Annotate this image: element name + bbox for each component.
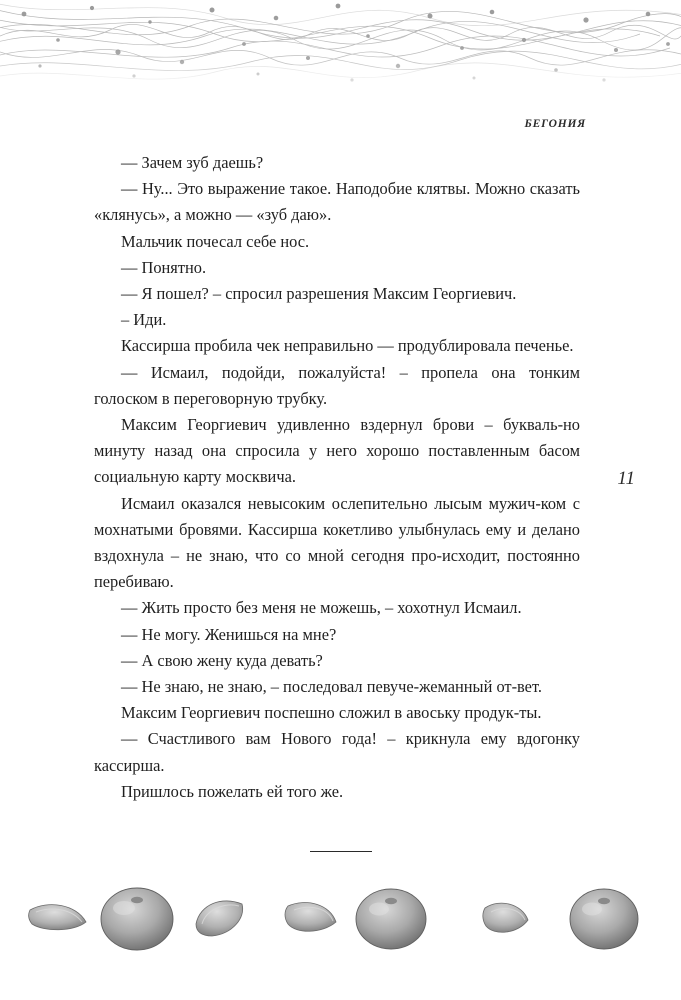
paragraph: Максим Георгиевич поспешно сложил в авоську продук-ты.	[121, 703, 542, 723]
paragraph: Исмаил оказался невысоким ослепительно лысым мужич-ком с мохнатыми бровями. Кассирша кокетливо улыбнулась ему и делано вздохнула – не знаю, что со мной сегодня про-исходит, постоянно перебиваю.	[94, 493, 580, 592]
paragraph: Кассирша пробила чек неправильно — продублировала печенье.	[121, 336, 574, 356]
paragraph: — А свою жену куда девать?	[121, 650, 323, 670]
paragraph: — Жить просто без меня не можешь, – хохотнул Исмаил.	[121, 598, 522, 618]
paragraph: Мальчик почесал себе нос.	[121, 231, 310, 251]
tangerine-segment	[483, 903, 528, 932]
paragraph: Пришлось пожелать ей того же.	[121, 781, 344, 801]
paragraph: — Ну... Это выражение такое. Наподобие клятвы. Можно сказать «клянусь», а можно — «зуб даю».	[94, 179, 580, 225]
tangerine-segment	[196, 901, 243, 936]
paragraph: — Не знаю, не знаю, – последовал певуче-жеманный от-вет.	[121, 677, 542, 697]
page-number: 11	[617, 468, 635, 489]
paragraph: – Иди.	[121, 310, 167, 330]
tangerine-slices-ornament	[0, 884, 681, 954]
paragraph: — Счастливого вам Нового года! – крикнула ему вдогонку кассирша.	[94, 729, 580, 775]
tangerine-segment	[29, 905, 86, 930]
paragraph: — Исмаил, подойди, пожалуйста! – пропела она тонким голоском в переговорную трубку.	[94, 362, 580, 408]
running-head: БЕГОНИЯ	[524, 118, 586, 130]
body-text	[94, 150, 580, 805]
top-decorative-band	[0, 0, 681, 95]
tangerine-whole	[101, 888, 173, 950]
tangerine-whole	[570, 889, 638, 949]
tangerine-segment	[285, 903, 336, 932]
tangerine-whole	[356, 889, 426, 949]
paragraph: — Понятно.	[121, 257, 207, 277]
paragraph: Максим Георгиевич удивленно вздернул брови – букваль-но минуту назад она спросила у него хорошо поставленным басом социальную карту москвича.	[94, 415, 580, 487]
section-divider-rule	[310, 851, 372, 852]
paragraph: — Зачем зуб даешь?	[121, 153, 264, 172]
paragraph: — Не могу. Женишься на мне?	[121, 624, 337, 644]
paragraph: — Я пошел? – спросил разрешения Максим Георгиевич.	[121, 284, 517, 304]
